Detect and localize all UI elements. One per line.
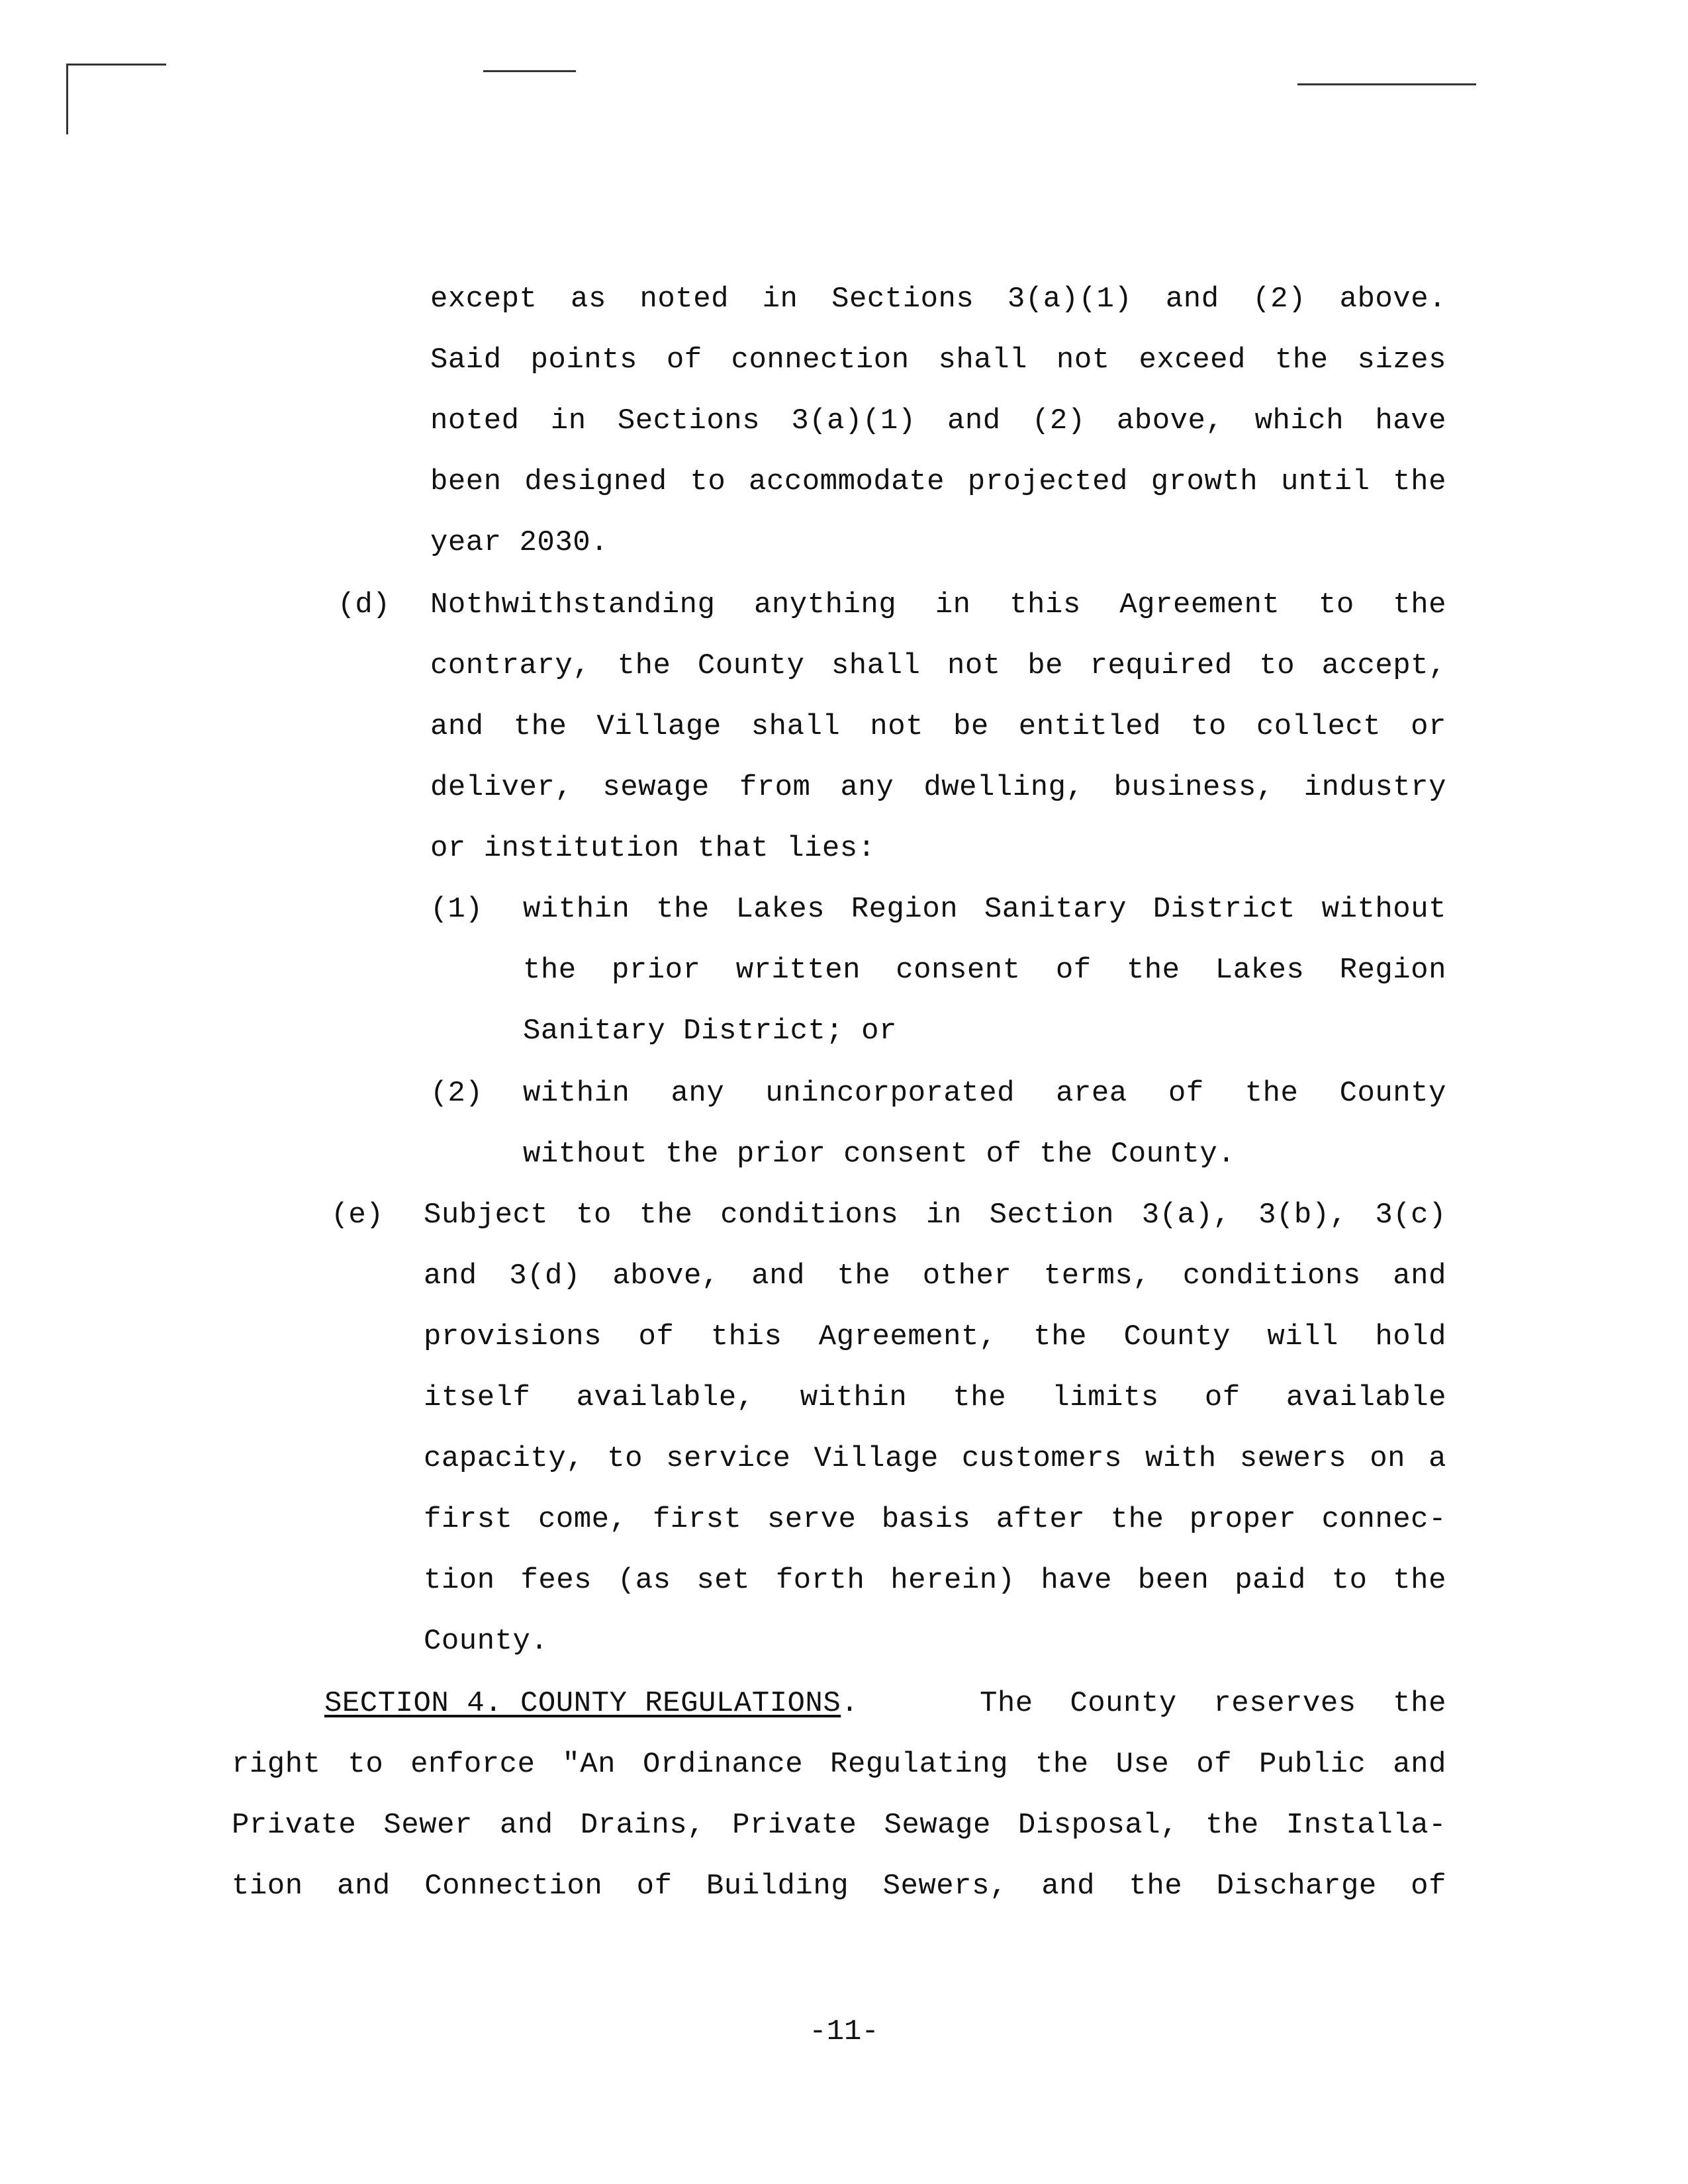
paragraph-line: itself available, within the limits of available <box>424 1381 1446 1414</box>
paragraph-line: first come, first serve basis after the proper connec- <box>424 1503 1446 1536</box>
section-heading: SECTION 4. COUNTY REGULATIONS <box>324 1687 841 1720</box>
paragraph-line: year 2030. <box>430 526 609 559</box>
list-label: (1) <box>430 893 483 926</box>
paragraph-line: noted in Sections 3(a)(1) and (2) above, which have <box>430 404 1446 437</box>
paragraph-line: Private Sewer and Drains, Private Sewage Disposal, the Installa- <box>232 1809 1446 1842</box>
section-heading-line <box>324 1685 859 1722</box>
paragraph-line: deliver, sewage from any dwelling, business, industry <box>430 771 1446 804</box>
paragraph-line: or institution that lies: <box>430 832 876 865</box>
paragraph-line: County. <box>424 1625 549 1658</box>
scan-line-mark <box>1297 83 1476 85</box>
scan-corner-mark <box>66 64 166 134</box>
paragraph-line: Nothwithstanding anything in this Agreement to the <box>430 588 1446 621</box>
paragraph-line: Sanitary District; or <box>523 1015 897 1048</box>
section-heading-period: . <box>841 1687 859 1720</box>
paragraph-line: within any unincorporated area of the County <box>523 1077 1446 1110</box>
paragraph-line: tion fees (as set forth herein) have been paid to the <box>424 1564 1446 1597</box>
paragraph-line: contrary, the County shall not be required to accept, <box>430 649 1446 682</box>
list-label: (d) <box>338 588 391 621</box>
list-label: (e) <box>331 1199 384 1232</box>
paragraph-line: and 3(d) above, and the other terms, conditions and <box>424 1259 1446 1293</box>
list-label: (2) <box>430 1077 483 1110</box>
paragraph-line: the prior written consent of the Lakes Region <box>523 954 1446 987</box>
paragraph-line: right to enforce "An Ordinance Regulating the Use of Public and <box>232 1748 1446 1781</box>
paragraph-line: and the Village shall not be entitled to collect or <box>430 710 1446 743</box>
paragraph-line: except as noted in Sections 3(a)(1) and (2) above. <box>430 283 1446 316</box>
paragraph-line: Subject to the conditions in Section 3(a), 3(b), 3(c) <box>424 1199 1446 1232</box>
paragraph-line: without the prior consent of the County. <box>523 1138 1236 1171</box>
page-number: -11- <box>809 2015 879 2048</box>
paragraph-line: The County reserves the <box>980 1687 1446 1720</box>
paragraph-line: within the Lakes Region Sanitary District without <box>523 893 1446 926</box>
paragraph-line: been designed to accommodate projected growth until the <box>430 465 1446 498</box>
scan-line-mark <box>483 70 576 72</box>
paragraph-line: Said points of connection shall not exceed the sizes <box>430 343 1446 377</box>
paragraph-line: capacity, to service Village customers with sewers on a <box>424 1442 1446 1475</box>
paragraph-line: tion and Connection of Building Sewers, and the Discharge of <box>232 1870 1446 1903</box>
paragraph-line: provisions of this Agreement, the County will hold <box>424 1320 1446 1353</box>
